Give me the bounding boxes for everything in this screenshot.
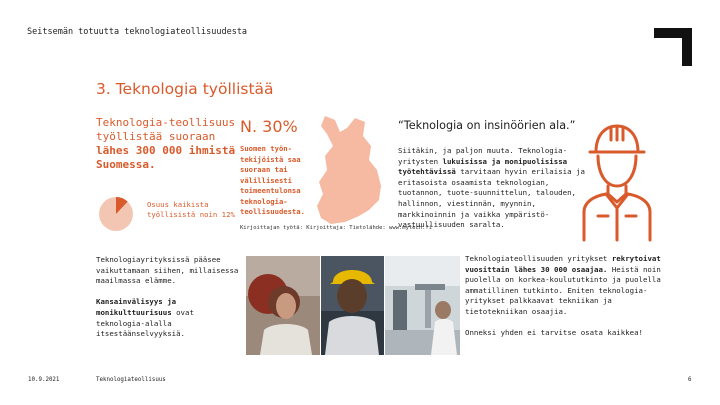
lead-text-bold: lähes 300 000 ihmistä Suomessa. bbox=[96, 144, 236, 171]
quote-title: “Teknologia on insinöörien ala.” bbox=[398, 119, 576, 132]
lead-text-part1: Teknologia-teollisuus työllistää suoraan bbox=[96, 116, 236, 143]
footer-page-number: 6 bbox=[688, 377, 692, 383]
engineer-icon bbox=[576, 112, 658, 242]
photo-laboratory bbox=[385, 256, 460, 355]
right-closing: Onneksi yhden ei tarvitse osata kaikkea! bbox=[465, 328, 643, 338]
right-para1-part2: Heistä noin puolella on korkea-koulututkinto ja puolella ammatillinen tutkinto. Eniten teknologia-yritykset palkkaavat tekniikan ja tietotekniikan osaajia. bbox=[465, 264, 661, 316]
quote-body-part1: Siitäkin, ja paljon muuta. Teknologia-yritysten bbox=[398, 146, 568, 166]
left-para2-bold: Kansainvälisyys ja monikulttuurisuus bbox=[96, 297, 177, 317]
right-para1-part1: Teknologiateollisuuden yritykset bbox=[465, 254, 612, 263]
footer-org: Teknologiateollisuus bbox=[96, 377, 166, 383]
stat-description: Suomen työn-tekijöistä saa suoraan tai välillisesti toimeentulonsa teknologia-teollisuudesta. bbox=[240, 144, 305, 216]
source-note: Kirjoittajan työtä: Kirjoittaja: Tietolähde: www.mytech.fi bbox=[240, 225, 433, 231]
stat-value: N. 30% bbox=[240, 117, 298, 136]
right-text bbox=[465, 254, 665, 339]
corner-mark-icon bbox=[654, 28, 692, 66]
quote-body-part2: tarvitaan hyvin erilaisia ja eritasoista osaamista teknologian, tuotannon, tuote-suunnittelun, talouden, hallinnon, viestinnän, myynnin, markkinoinnin ja vaikka ympäristö-vastuullisuuden saralta. bbox=[398, 167, 585, 230]
lead-text bbox=[96, 116, 236, 172]
pie-chart-icon bbox=[98, 196, 134, 232]
footer-date: 10.9.2021 bbox=[28, 377, 60, 383]
right-para1-bold: rekrytoivat vuosittain lähes 30 000 osaajaa. bbox=[465, 254, 661, 274]
photo-worker-helmet bbox=[321, 256, 384, 355]
photo-smiling-woman bbox=[246, 256, 320, 355]
header-title: Seitsemän totuutta teknologiateollisuudesta bbox=[27, 27, 248, 37]
left-para2-rest: ovat teknologia-alalla itsestäänselvyyksiä. bbox=[96, 307, 194, 339]
left-para1: Teknologiayrityksissä pääsee vaikuttamaan siihen, millaisessa maailmassa elämme. bbox=[96, 255, 239, 286]
quote-body-bold: lukuisissa ja monipuolisissa työtehtävissä bbox=[398, 156, 568, 177]
right-para1 bbox=[465, 254, 665, 318]
left-text bbox=[96, 255, 246, 340]
quote-body bbox=[398, 146, 588, 231]
slide-title: 3. Teknologia työllistää bbox=[96, 80, 274, 98]
share-text: Osuus kaikista työllisistä noin 12% bbox=[147, 200, 235, 219]
left-para2 bbox=[96, 297, 246, 339]
